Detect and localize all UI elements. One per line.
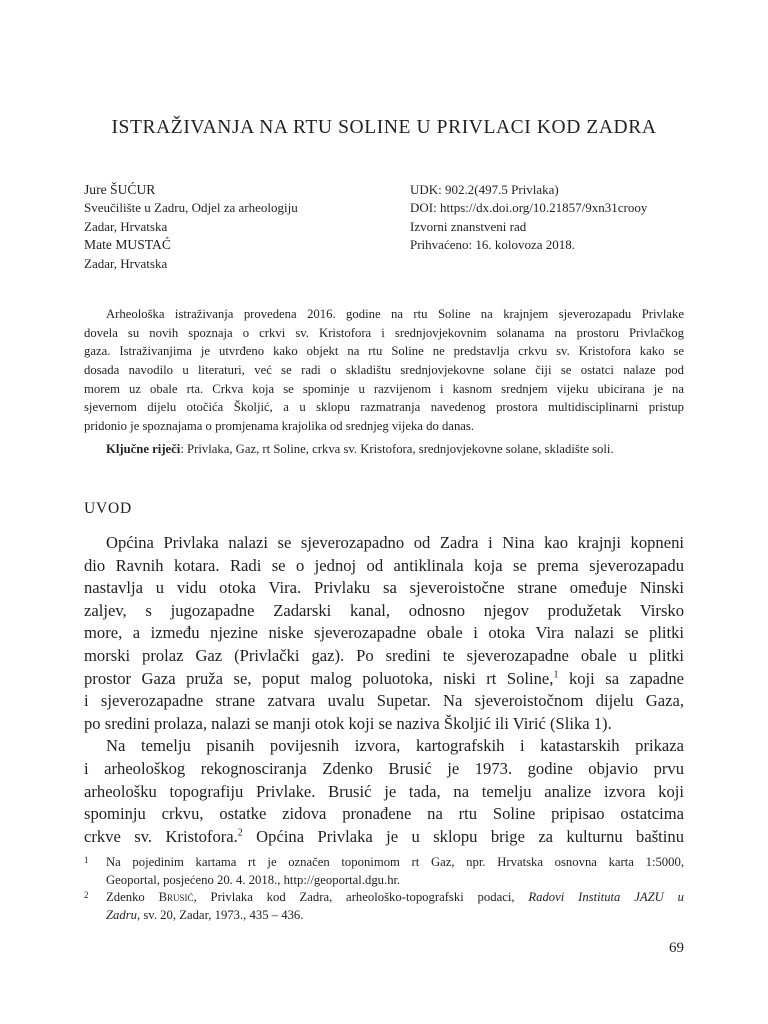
body-line: Općina Privlaka nalazi se sjeverozapadno od Zadra i Nina kao krajnji kopneni	[106, 533, 684, 552]
abstract-line: morem uz obale rta. Crkva koja se spominje u razvijenom i kasnom srednjem vijeku ubicirana je na	[84, 381, 684, 396]
body-text-segment: Općina Privlaka je u sklopu brige za kulturnu baštinu	[242, 826, 684, 846]
abstract-line: dosada navodilo u literaturi, već se radi o skladištu srednjovjekovne solane čiji se ostatci nalaze pod	[84, 363, 684, 378]
body-line: nastavlja u vidu otoka Vira. Privlaku sa sjeveroistočne strane omeđuje Ninski	[84, 578, 684, 598]
body-line: morski prolaz Gaz (Privlački gaz). Po sredini te sjeverozapadne obale u plitki	[84, 645, 684, 665]
footnote-line	[106, 907, 684, 925]
footnote-line: Na pojedinim kartama rt je označen toponimom rt Gaz, npr. Hrvatska osnovna karta 1:5000,	[106, 855, 684, 869]
author-name: Mate MUSTAĆ	[84, 237, 171, 253]
abstract-line: sjevernom dijelu otočića Školjić, a u sklopu razmatranja navedenog prostora multidisciplinarni pristup	[84, 400, 684, 415]
body-line: arheološku topografiju Privlake. Brusić je tada, na temelju analize izvora koji	[84, 781, 684, 801]
author-location: Zadar, Hrvatska	[84, 255, 168, 271]
footnote	[84, 889, 684, 924]
section-heading: UVOD	[84, 500, 132, 517]
footnote-number: 2	[84, 890, 89, 901]
body-text-segment: crkve sv. Kristofora.	[84, 826, 238, 846]
footnote-line: Geoportal, posjećeno 20. 4. 2018., http://geoportal.dgu.hr.	[106, 872, 401, 887]
article-type: Izvorni znanstveni rad	[410, 218, 527, 234]
doi-link[interactable]: DOI: https://dx.doi.org/10.21857/9xn31crooy	[410, 200, 648, 216]
footnote-line	[106, 889, 684, 907]
footnote-journal: Zadru	[106, 907, 138, 922]
abstract-line: gaza. Istraživanjima je utvrđeno kako objekt na rtu Soline ne predstavlja crkvu sv. Kristofora kako se	[84, 344, 684, 359]
udk-code: UDK: 902.2(497.5 Privlaka)	[410, 182, 559, 197]
abstract-line: dovela su novih spoznaja o crkvi sv. Kristofora i srednjovjekovnim solanama na prostoru Privlačkog	[84, 325, 684, 340]
body-line: i sjeverozapadne strane zatvara uvalu Supetar. Na sjeveroistočnom dijelu Gaza,	[84, 691, 684, 711]
body-line	[84, 668, 684, 691]
author-block	[84, 181, 384, 273]
body-line: Na temelju pisanih povijesnih izvora, kartografskih i katastarskih prikaza	[106, 736, 684, 756]
body-line: spominju crkvu, ostatke zidova pronađene na rtu Soline pripisao ostatcima	[84, 804, 684, 824]
body-line: dio Ravnih kotara. Radi se o jednoj od antiklinala koja se prema sjeverozapadu	[84, 555, 684, 575]
body-line: more, a između njezine niske sjeverozapadne obale i otoka Vira nalazi se plitki	[84, 623, 684, 643]
author-location: Zadar, Hrvatska	[84, 218, 168, 234]
footnote-ref[interactable]: 2	[237, 827, 243, 839]
footnotes	[84, 854, 684, 924]
footnote-author: Zdenko	[106, 890, 159, 905]
page-number: 69	[669, 940, 684, 956]
abstract	[84, 305, 684, 436]
footnote-ref[interactable]: 1	[553, 669, 559, 681]
author-affiliation: Sveučilište u Zadru, Odjel za arheologiju	[84, 200, 298, 216]
footnote-author-surname: Brusić	[158, 890, 194, 905]
keywords-label: Ključne riječi	[106, 442, 181, 456]
body-line: zaljev, s jugozapadne Zadarski kanal, odnosno njegov produžetak Virsko	[84, 600, 684, 620]
body-text	[84, 532, 684, 848]
paper-title: ISTRAŽIVANJA NA RTU SOLINE U PRIVLACI KOD ZADRA	[111, 117, 657, 138]
body-text-segment: prostor Gaza pruža se, poput malog poluotoka, niski rt Soline,	[84, 668, 554, 688]
accepted-date: Prihvaćeno: 16. kolovoza 2018.	[410, 237, 575, 253]
footnote-number: 1	[84, 855, 89, 865]
footnote	[84, 854, 684, 889]
body-line	[84, 826, 684, 849]
keywords	[106, 440, 686, 458]
abstract-line: pridonio je spoznajama o promjenama krajolika od srednjeg vijeka do danas.	[84, 419, 475, 434]
publication-info	[410, 181, 710, 255]
body-text-segment: koji sa zapadne	[558, 668, 684, 688]
footnote-journal: Radovi Instituta JAZU u	[528, 890, 684, 905]
body-line: i arheološkog rekognosciranja Zdenko Brusić je 1973. godine objavio prvu	[84, 758, 684, 778]
keywords-text: : Privlaka, Gaz, rt Soline, crkva sv. Kristofora, srednjovjekovne solane, skladište soli.	[180, 442, 614, 456]
footnote-text: , Privlaka kod Zadra, arheološko-topografski podaci,	[193, 890, 529, 905]
body-line: po sredini prolaza, nalazi se manji otok koji se naziva Školjić ili Virić (Slika 1).	[84, 713, 612, 733]
abstract-line: Arheološka istraživanja provedena 2016. godine na rtu Soline na krajnjem sjeverozapadu Privlake	[106, 307, 684, 321]
footnote-text: , sv. 20, Zadar, 1973., 435 – 436.	[137, 907, 304, 922]
author-name: Jure ŠUĆUR	[84, 182, 156, 197]
